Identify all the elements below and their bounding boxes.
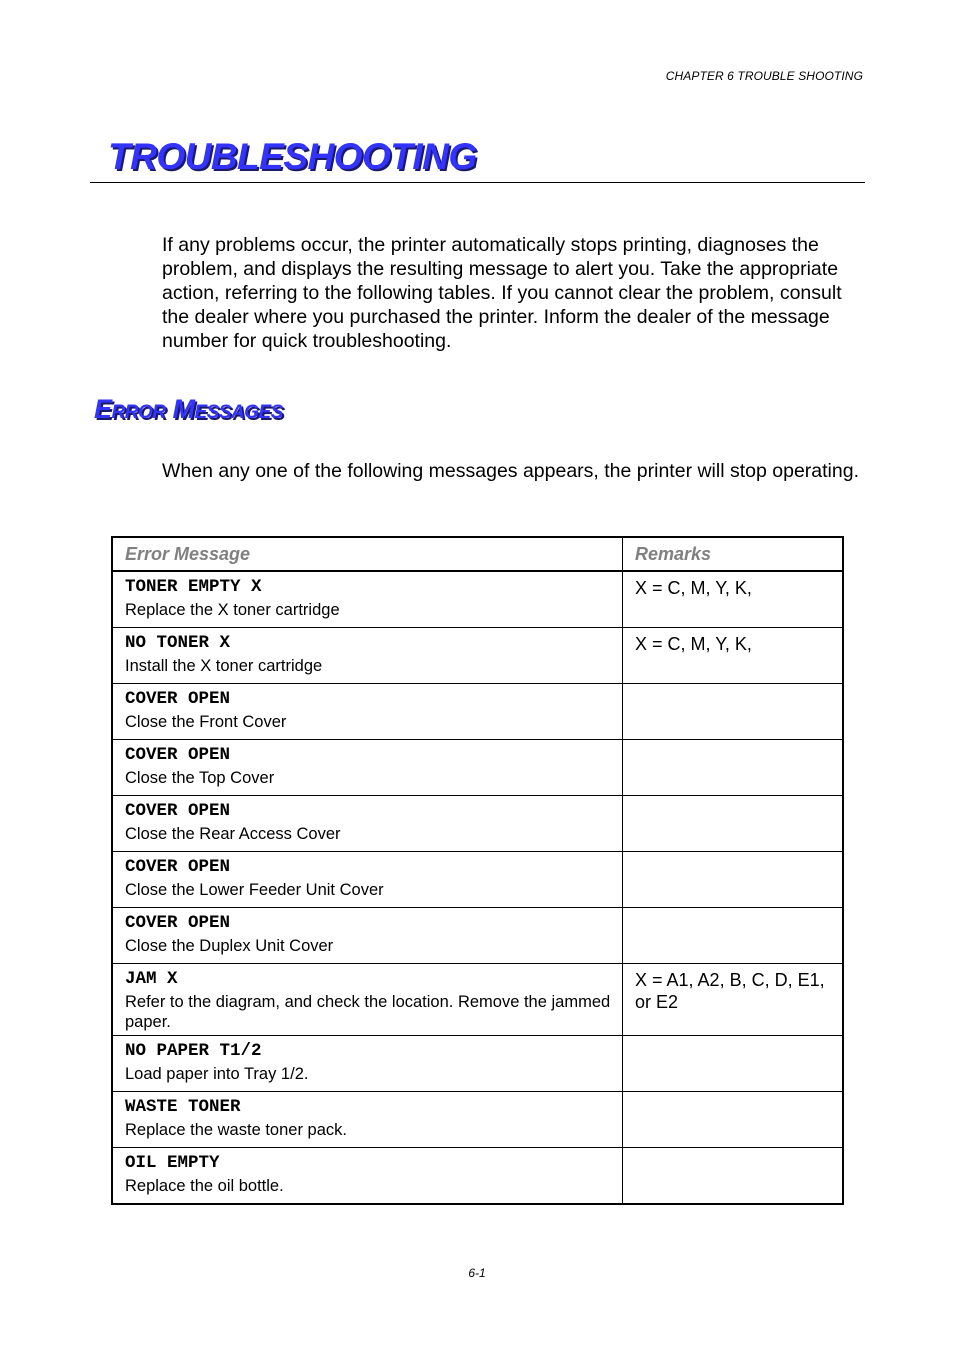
page-title: TROUBLESHOOTING	[108, 136, 477, 177]
table-row	[112, 1148, 843, 1205]
error-description: Replace the X toner cartridge	[125, 601, 340, 619]
error-cell	[112, 852, 623, 908]
column-header-error-message: Error Message	[112, 537, 623, 571]
page-number: 6-1	[468, 1266, 486, 1280]
remarks-cell	[623, 684, 844, 740]
remarks-cell	[623, 908, 844, 964]
section-lead-paragraph: When any one of the following messages appears, the printer will stop operating.	[162, 460, 859, 482]
table-row	[112, 964, 843, 1036]
error-description: Close the Top Cover	[125, 769, 275, 787]
error-cell	[112, 1092, 623, 1148]
table-row	[112, 1092, 843, 1148]
remarks-cell	[623, 1036, 844, 1092]
error-message-code: NO PAPER T1/2	[125, 1041, 262, 1061]
error-messages-table	[111, 536, 844, 1205]
table-row	[112, 571, 843, 628]
section-title: Error Messages	[94, 394, 283, 424]
remarks-cell: X = C, M, Y, K,	[623, 628, 844, 684]
error-description: Install the X toner cartridge	[125, 657, 323, 675]
error-message-code: NO TONER X	[125, 633, 231, 653]
chapter-header: CHAPTER 6 TROUBLE SHOOTING	[665, 69, 863, 83]
error-cell	[112, 571, 623, 628]
error-description: Close the Duplex Unit Cover	[125, 937, 334, 955]
error-message-code: JAM X	[125, 969, 178, 989]
remarks-cell: X = A1, A2, B, C, D, E1, or E2	[623, 964, 844, 1036]
error-message-code: WASTE TONER	[125, 1097, 241, 1117]
error-cell	[112, 628, 623, 684]
title-divider	[90, 182, 865, 183]
error-description: Close the Rear Access Cover	[125, 825, 341, 843]
error-message-code: OIL EMPTY	[125, 1153, 220, 1173]
error-cell	[112, 1036, 623, 1092]
intro-paragraph: If any problems occur, the printer automatically stops printing, diagnoses the problem, and displays the resulting message to alert you. Take the appropriate action, referring to the following tables. If you cannot clear the problem, consult the dealer where you purchased the printer. Inform the dealer of the message number for quick troubleshooting.	[162, 234, 842, 352]
error-message-code: COVER OPEN	[125, 745, 231, 765]
table-row	[112, 1036, 843, 1092]
error-description: Refer to the diagram, and check the location. Remove the jammed paper.	[125, 993, 611, 1031]
error-message-code: TONER EMPTY X	[125, 577, 262, 597]
remarks-cell	[623, 852, 844, 908]
table-row	[112, 908, 843, 964]
remarks-cell: X = C, M, Y, K,	[635, 578, 752, 598]
table-row	[112, 684, 843, 740]
error-cell	[112, 740, 623, 796]
table-row	[112, 628, 843, 684]
remarks-cell	[623, 1148, 844, 1205]
error-message-code: COVER OPEN	[125, 913, 231, 933]
table-row	[112, 796, 843, 852]
remarks-cell	[623, 740, 844, 796]
error-description: Load paper into Tray 1/2.	[125, 1065, 309, 1083]
remarks-cell	[623, 796, 844, 852]
error-description: Close the Lower Feeder Unit Cover	[125, 881, 384, 899]
error-description: Close the Front Cover	[125, 713, 287, 731]
table-row	[112, 740, 843, 796]
table-header-row	[112, 537, 843, 571]
error-cell	[112, 964, 623, 1036]
column-header-remarks: Remarks	[623, 537, 844, 571]
table-row	[112, 852, 843, 908]
error-message-code: COVER OPEN	[125, 801, 231, 821]
error-message-code: COVER OPEN	[125, 689, 231, 709]
remarks-cell	[623, 1092, 844, 1148]
error-cell	[112, 1148, 623, 1205]
error-description: Replace the oil bottle.	[125, 1177, 284, 1195]
error-cell	[112, 908, 623, 964]
error-message-code: COVER OPEN	[125, 857, 231, 877]
error-cell	[112, 796, 623, 852]
error-cell	[112, 684, 623, 740]
error-description: Replace the waste toner pack.	[125, 1121, 347, 1139]
